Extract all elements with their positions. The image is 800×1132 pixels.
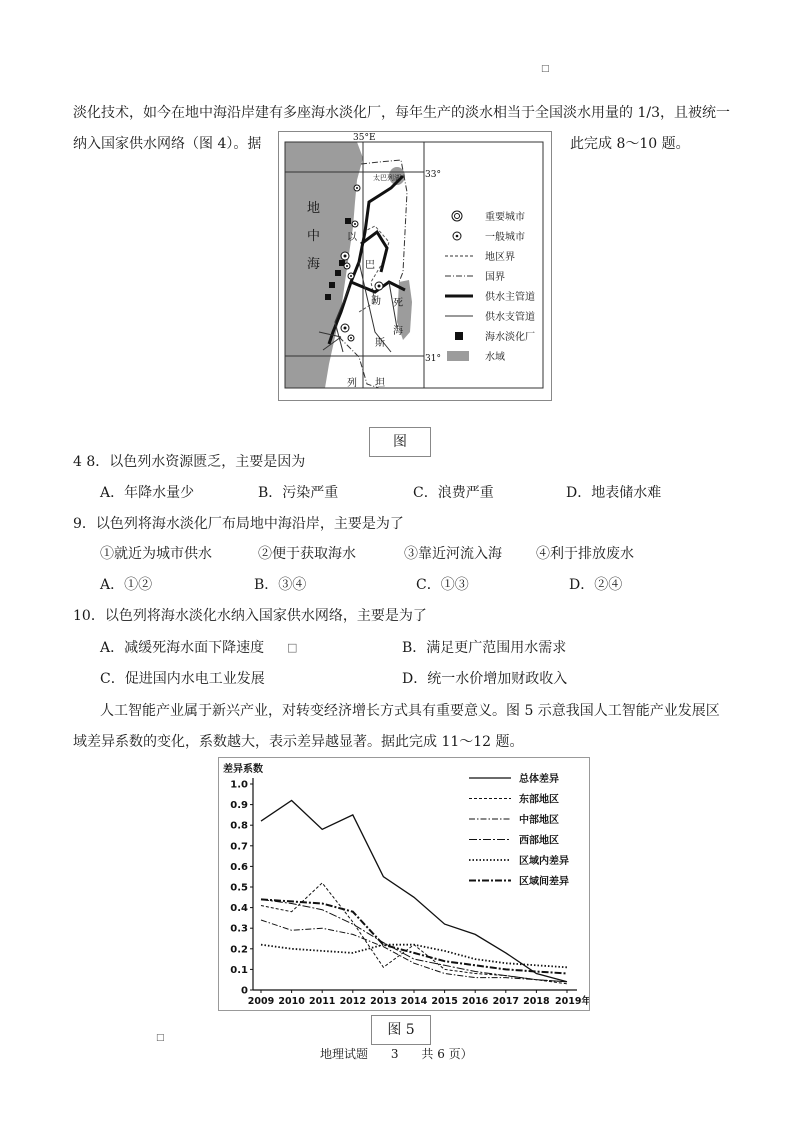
country-char-ba: 巴 [365,260,375,271]
x-tick-label: 2011 [308,996,336,1007]
y-tick-label: 0 [241,985,248,997]
y-tick-label: 0.3 [230,923,248,935]
country-char-tan: 坦 [375,378,385,389]
legend-label-1: 总体差异 [519,774,559,785]
legend-label-national-border: 国界 [485,272,505,283]
figure-5-chart [218,757,590,1011]
q9-option-c[interactable]: C．①③ [416,577,469,593]
map-legend [445,210,535,363]
country-char-le: 勒 [371,296,381,307]
legend-label-desalination: 海水淡化厂 [485,332,535,343]
desalination-plant-3 [335,270,341,276]
q9-item-4: ④利于排放废水 [536,546,634,562]
q10-stray-mark: □ [287,641,298,654]
legend-label-water: 水域 [485,352,505,363]
y-tick-label: 0.5 [230,882,248,894]
series-line-1 [261,801,567,982]
q9-option-a[interactable]: A．①② [100,577,153,593]
y-tick-label: 0.1 [230,964,248,976]
desalination-plant-4 [329,282,335,288]
figure-5-caption: 图 5 [371,1015,431,1045]
legend-label-major-city: 重要城市 [485,212,525,223]
y-tick-label: 0.7 [230,841,248,853]
page-footer: 地理试题 3 共 6 页） [320,1047,473,1061]
country-char-si: 斯 [375,338,385,349]
lat-top-label: 33° [425,170,441,180]
q8-option-c[interactable]: C．浪费严重 [413,485,494,501]
southern-border [339,337,379,388]
x-tick-label: 2012 [339,996,367,1007]
chart-svg [219,758,589,1010]
sea-char-1: 地 [307,201,321,216]
passage-line-1: 人工智能产业属于新兴产业，对转变经济增长方式具有重要意义。图 5 示意我国人工智能产业发展区 [100,703,720,719]
q10-option-d[interactable]: D．统一水价增加财政收入 [402,671,568,687]
question-8-stem: 4 8．以色列水资源匮乏，主要是因为 [73,454,306,470]
series-line-4 [261,899,567,981]
x-tick-label: 2015 [431,996,458,1007]
x-tick-label: 2009 [247,996,275,1007]
legend-label-branch-pipeline: 供水支管道 [485,312,535,323]
y-tick-label: 0.2 [230,944,248,956]
q9-option-d[interactable]: D．②④ [569,577,623,593]
x-tick-label: 2016 [461,996,489,1007]
legend-label-minor-city: 一般城市 [485,232,525,243]
question-9-stem: 9．以色列将海水淡化厂布局地中海沿岸，主要是为了 [73,516,404,532]
q8-option-d[interactable]: D．地表储水难 [566,485,662,501]
y-tick-label: 1.0 [230,779,248,791]
country-char-yi: 以 [347,232,357,243]
q9-option-b[interactable]: B．③④ [254,577,307,593]
legend-label-region-border: 地区界 [485,252,515,263]
y-axis-label: 差异系数 [223,764,263,775]
legend-label-2: 东部地区 [519,794,559,806]
legend-label-5: 区域内差异 [519,856,569,867]
lake-label: 太巴列湖 [373,174,401,182]
x-tick-label: 2014 [400,996,428,1007]
legend-label-6: 区域间差异 [519,876,569,888]
intro-line-1: 淡化技术，如今在地中海沿岸建有多座海水淡化厂，每年生产的淡水相当于全国淡水用量的 1/3，且被统一 [73,105,730,121]
question-10-stem: 10．以色列将海水淡化水纳入国家供水网络，主要是为了 [73,608,427,624]
page-corner-mark: □ [541,64,550,74]
y-tick-label: 0.9 [230,800,248,812]
passage-line-2: 域差异系数的变化，系数越大，表示差异越显著。据此完成 11～12 题。 [73,734,524,750]
series-line-6 [261,899,567,973]
legend-label-4: 西部地区 [519,835,559,847]
x-tick-label: 2017 [492,996,520,1007]
q9-item-3: ③靠近河流入海 [404,546,502,562]
q8-option-b[interactable]: B．污染严重 [258,485,339,501]
legend-label-main-pipeline: 供水主管道 [485,292,535,303]
dead-sea-char-2: 海 [393,326,403,337]
q10-option-a[interactable]: A．减缓死海水面下降速度 [100,640,265,656]
legend-label-3: 中部地区 [519,815,559,826]
lat-bottom-label: 31° [425,354,441,364]
sea-char-3: 海 [307,257,321,272]
y-tick-label: 0.6 [230,861,248,873]
x-tick-label: 2010 [278,996,305,1007]
sea-char-2: 中 [307,229,321,244]
mediterranean-sea [285,142,363,388]
lon-label: 35°E [353,133,376,143]
q10-option-c[interactable]: C．促进国内水电工业发展 [100,671,265,687]
intro-line-2-left: 纳入国家供水网络（图 4）。据 [73,136,262,152]
x-tick-label: 2018 [523,996,550,1007]
intro-line-2-right: 此完成 8～10 题。 [570,136,690,152]
y-tick-label: 0.4 [230,903,248,915]
x-tick-label: 2019年 [555,996,589,1007]
q9-item-1: ①就近为城市供水 [100,546,212,562]
x-tick-label: 2013 [370,996,397,1007]
y-tick-label: 0.8 [230,820,248,832]
series-line-3 [261,920,567,982]
figure-4-caption: 图 [369,427,431,457]
map-svg [279,132,551,400]
country-char-lie: 列 [347,378,357,389]
q9-item-2: ②便于获取海水 [258,546,356,562]
desalination-plant-1 [345,218,351,224]
q8-option-a[interactable]: A．年降水量少 [100,485,195,501]
dead-sea-char-1: 死 [393,298,403,309]
figure-4-map [278,131,552,401]
footer-corner-mark: □ [156,1033,165,1043]
q10-option-b[interactable]: B．满足更广范围用水需求 [402,640,567,656]
desalination-plant-5 [325,294,331,300]
series-line-5 [261,945,567,968]
